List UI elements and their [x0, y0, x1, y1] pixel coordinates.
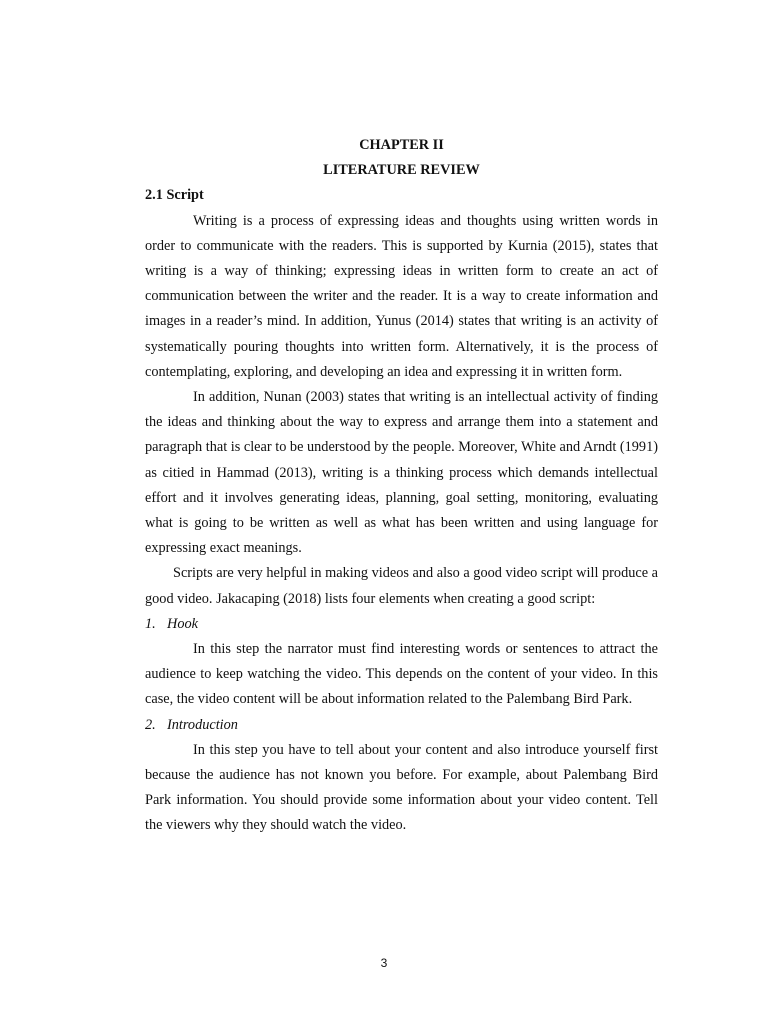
paragraph-hook: In this step the narrator must find interesting words or sentences to attract the audience to keep watching the video. This depends on the content of your video. In this case, the video content will be about information related to the Palembang Bird Park.: [145, 641, 658, 708]
chapter-number: CHAPTER II: [359, 137, 444, 153]
section-heading: 2.1 Script: [145, 187, 204, 204]
page-number: 3: [380, 956, 388, 970]
list-heading-introduction: [145, 713, 658, 738]
chapter-title: LITERATURE REVIEW: [323, 162, 480, 179]
paragraph-nunan: In addition, Nunan (2003) states that writing is an intellectual activity of finding the ideas and thinking about the way to express and arrange them into a statement and paragraph that is clear to be understood by the people. Moreover, White and Arndt (1991) as citied in Hammad (2013), writing is a thinking process which demands intellectual effort and it involves generating ideas, planning, goal setting, monitoring, evaluating what is going to be written as well as what has been written and using language for expressing exact meanings.: [145, 389, 658, 557]
paragraph-scripts: Scripts are very helpful in making videos and also a good video script will produce a good video. Jakacaping (2018) lists four elements when creating a good script:: [145, 565, 658, 607]
list-number: 1.: [145, 615, 156, 632]
paragraph-writing-definition: Writing is a process of expressing ideas and thoughts using written words in order to communicate with the readers. This is supported by Kurnia (2015), states that writing is a way of thinking; expressing ideas in written form to create an act of communication between the writer and the reader. It is a way to create information and images in a reader’s mind. In addition, Yunus (2014) states that writing is an activity of systematically pouring thoughts into written form. Alternatively, it is the process of contemplating, exploring, and developing an idea and expressing it in written form.: [145, 212, 658, 380]
list-heading-text: Introduction: [167, 716, 238, 733]
paragraph-introduction: In this step you have to tell about your content and also introduce yourself first because the audience has not known you before. For example, about Palembang Bird Park information. You should provide some information about your video content. Tell the viewers why they should watch the video.: [145, 741, 658, 834]
page-content: [145, 133, 658, 839]
list-heading-hook: [145, 612, 658, 637]
list-heading-text: Hook: [167, 615, 198, 632]
list-number: 2.: [145, 716, 156, 733]
